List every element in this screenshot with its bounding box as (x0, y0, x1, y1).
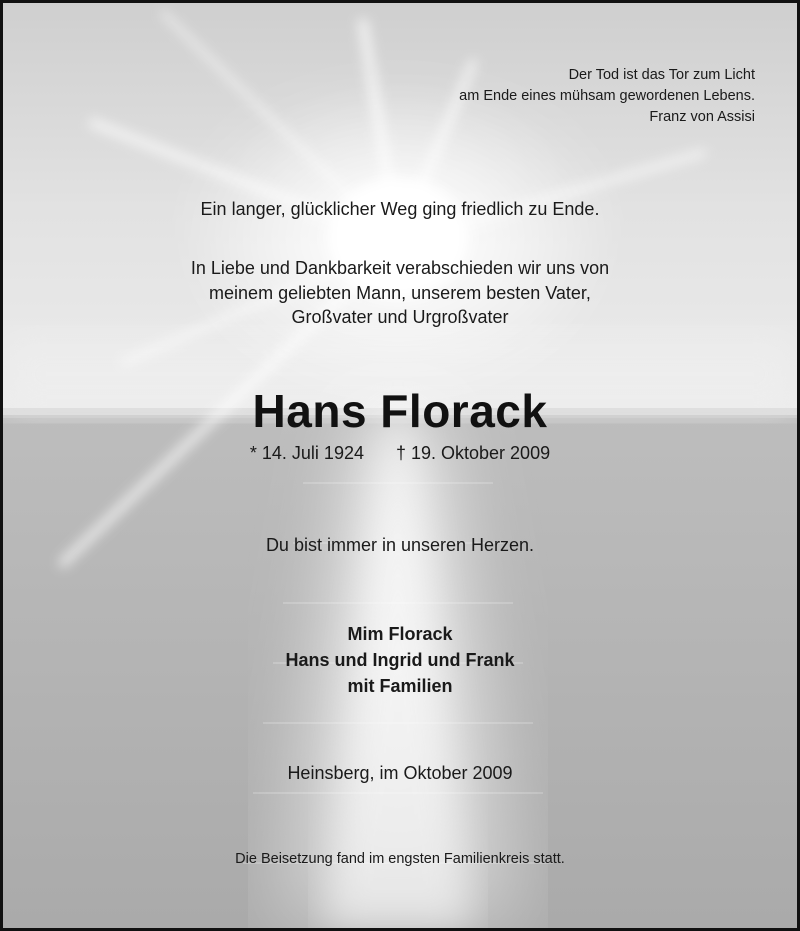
mourner-line: Hans und Ingrid und Frank (285, 650, 515, 670)
deceased-name: Hans Florack (252, 385, 548, 437)
burial-note: Die Beisetzung fand im engsten Familienkreis statt. (235, 851, 565, 867)
intro-line: In Liebe und Dankbarkeit verabschieden wir uns von (190, 258, 610, 278)
lead-line: Ein langer, glücklicher Weg ging friedlich zu Ende. (200, 199, 600, 219)
sunset-sea-background (3, 3, 797, 928)
quote-block (459, 65, 755, 128)
place-date: Heinsberg, im Oktober 2009 (287, 763, 513, 783)
quote-line: am Ende eines mühsam gewordenen Lebens. (459, 88, 755, 104)
life-dates (3, 441, 797, 465)
death-date: † 19. Oktober 2009 (395, 443, 551, 463)
intro-line: meinem geliebten Mann, unserem besten Vater, (209, 282, 591, 303)
intro-line: Großvater und Urgroßvater (291, 307, 509, 327)
mourner-line: Mim Florack (347, 624, 453, 644)
birth-date: * 14. Juli 1924 (249, 443, 364, 463)
mourner-line: mit Familien (347, 676, 453, 696)
remembrance-line: Du bist immer in unseren Herzen. (265, 535, 535, 555)
mourners-block (3, 621, 797, 699)
intro-text (3, 256, 797, 330)
quote-line: Der Tod ist das Tor zum Licht (568, 67, 755, 83)
quote-author: Franz von Assisi (649, 109, 755, 125)
